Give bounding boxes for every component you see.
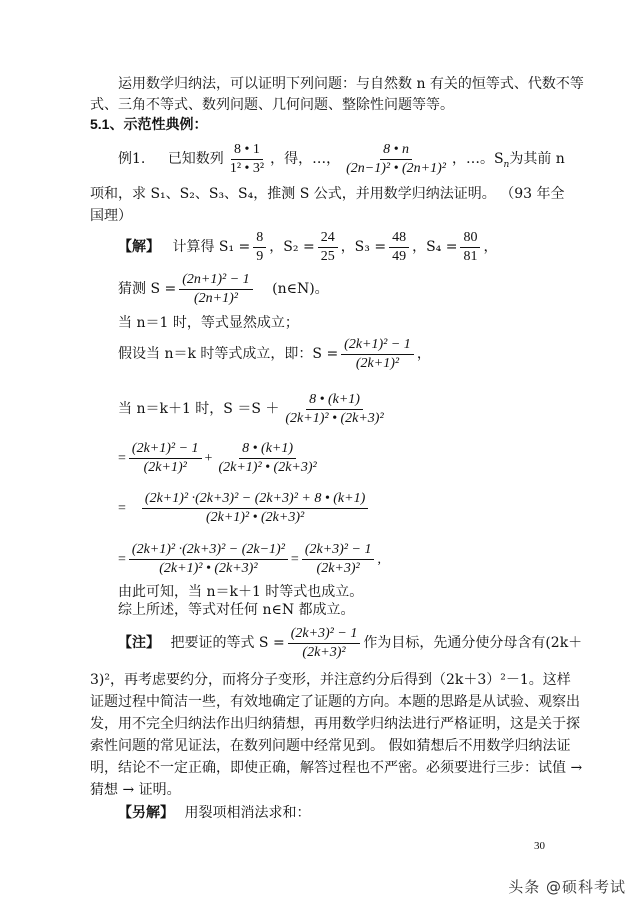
first-term-numerator: 8 • 1	[231, 142, 263, 160]
note-line-1	[118, 624, 582, 662]
alt-text: 用裂项相消法求和：	[184, 805, 311, 821]
calc-comma: ，	[483, 239, 498, 255]
s4-fraction	[460, 230, 480, 265]
hypothesis-fraction	[341, 337, 414, 372]
s1-num: 8	[253, 230, 266, 248]
solution-calc-line	[118, 228, 497, 266]
step-fraction	[282, 392, 386, 427]
eq1a-den: (2k+1)²	[143, 460, 187, 476]
s3-den: 49	[392, 248, 407, 264]
s2-fraction	[318, 230, 338, 265]
eq1-fraction-b	[215, 441, 319, 476]
hypothesis-label: 假设当 n＝k 时等式成立，即：S =	[118, 346, 339, 362]
s4-num: 80	[460, 230, 480, 248]
intro-line-1: 运用数学归纳法，可以证明下列问题：与自然数 n 有关的恒等式、代数不等	[118, 76, 584, 92]
hypothesis-line	[118, 335, 431, 373]
step-num: 8 • (k+1)	[306, 392, 363, 410]
eq3-den: (2k+1)² • (2k+3)²	[159, 561, 258, 577]
note-fraction	[288, 626, 361, 661]
eq3-fraction	[129, 542, 288, 577]
example-line-3: 国理）	[90, 208, 132, 224]
s1-label: 计算得 S₁ =	[172, 239, 251, 255]
note-line-6: 明，结论不一定正确，即使正确，解答过程也不严密。必须要进行三步：试值 →	[90, 760, 583, 776]
s4-label: ，S₄ =	[412, 239, 458, 255]
s1-fraction	[253, 230, 266, 265]
s2-den: 25	[320, 248, 335, 264]
note-target-label: 把要证的等式 S =	[170, 635, 285, 651]
conclusion-1: 由此可知，当 n＝k＋1 时等式也成立。	[118, 584, 364, 600]
conclusion-2: 综上所述，等式对任何 n∈N 都成立。	[118, 602, 355, 618]
note-line-1b: 作为目标，先通分使分母含有(2k＋	[363, 635, 583, 651]
s3-num: 48	[389, 230, 409, 248]
guess-condition: (n∈N)。	[272, 281, 329, 297]
first-term-denominator: 1² • 3²	[229, 160, 265, 176]
eq3-num: (2k+1)² ·(2k+3)² − (2k−1)²	[129, 542, 288, 560]
guess-fraction	[179, 272, 252, 307]
guess-den: (2n+1)²	[193, 290, 238, 306]
watermark: 头条 @硕科考试	[508, 878, 626, 896]
eq1-fraction-a	[129, 441, 202, 476]
note-line-2: 3)²，再考虑要约分，而将分子变形，并注意约分后得到（2k＋3）²－1。这样	[90, 672, 571, 688]
note-line-3: 证题过程中简洁一些，有效地确定了证题的方向。本题的思路是从试验、观察出	[90, 694, 580, 710]
step-label: 当 n＝k＋1 时，S ＝S ＋	[118, 401, 280, 417]
general-term-numerator: 8 • n	[380, 142, 412, 160]
note-num: (2k+3)² − 1	[288, 626, 361, 644]
note-tag: 【注】	[118, 635, 160, 651]
eq1b-num: 8 • (k+1)	[239, 441, 296, 459]
eq1a-num: (2k+1)² − 1	[129, 441, 202, 459]
alt-solution-line	[118, 803, 310, 823]
s3-label: ，S₃ =	[340, 239, 387, 255]
guess-num: (2n+1)² − 1	[179, 272, 252, 290]
general-term-fraction	[343, 142, 449, 177]
first-term-fraction	[227, 142, 267, 177]
intro-line-2: 式、三角不等式、数列问题、几何问题、整除性问题等等。	[90, 97, 454, 113]
guess-line	[118, 270, 329, 308]
page-number: 30	[534, 840, 545, 852]
note-line-5: 索性问题的常见证法，在数列问题中经常见到。 假如猜想后不用数学归纳法证	[90, 738, 571, 754]
s2-label: ，S₂ =	[269, 239, 315, 255]
eq3r-den: (2k+3)²	[316, 561, 360, 577]
note-den: (2k+3)²	[302, 644, 346, 660]
section-heading: 5.1、示范性典例：	[90, 116, 208, 132]
equation-row-3: = $\frac{\text{(2k+1)² ·(2k+3)² − (2k−1)²}}{\text{(2k+1)² • (2k+3)²}}$ = $\frac{\text{(2k+3)² − 1}}{\text{(2k+3)²}}$ ,	[118, 542, 381, 577]
solution-tag: 【解】	[118, 239, 160, 255]
alt-tag: 【另解】	[118, 805, 174, 821]
example-tail-1b: 为其前 n	[509, 151, 565, 167]
guess-label: 猜测 S =	[118, 281, 177, 297]
hypothesis-num: (2k+1)² − 1	[341, 337, 414, 355]
step-den: (2k+1)² • (2k+3)²	[285, 410, 384, 426]
eq2-num: (2k+1)² ·(2k+3)² − (2k+3)² + 8 • (k+1)	[142, 491, 368, 509]
eq2-den: (2k+1)² • (2k+3)²	[205, 510, 305, 526]
eq3-result-fraction	[302, 542, 375, 577]
eq2-fraction	[142, 491, 368, 526]
note-line-4: 发，用不完全归纳法作出归纳猜想，再用数学归纳法进行严格证明，这是关于探	[90, 716, 580, 732]
general-term-denominator: (2n−1)² • (2n+1)²	[346, 160, 446, 176]
hypothesis-end: ，	[416, 346, 431, 362]
example-get: ，得，…，	[270, 151, 341, 167]
hypothesis-den: (2k+1)²	[355, 355, 400, 371]
example-line-2: 项和，求 S₁、S₂、S₃、S₄，推测 S 公式，并用数学归纳法证明。 （93 年全	[90, 186, 565, 202]
inductive-step-line	[118, 390, 390, 428]
equation-row-1: = $\frac{\text{(2k+1)² − 1}}{\text{(2k+1)²}}$ + $\frac{8 • (k+1)}{\text{(2k+1)² • (2k+3)²}}$	[118, 440, 323, 478]
example-line-1: 例1. 已知数列 $\frac{8 • 1}{\text{1² • 3²}}$ ，得，…， $\frac{8 • n}{\text{(2n−1)² • (2n+1)²}}$ ，…。$S_n$为其前 n	[118, 141, 565, 176]
example-label: 例1.	[118, 151, 146, 167]
s2-num: 24	[318, 230, 338, 248]
note-line-7: 猜想 → 证明。	[90, 782, 181, 798]
example-known: 已知数列	[167, 151, 224, 167]
example-tail-1: ，…。S	[451, 151, 504, 167]
eq1b-den: (2k+1)² • (2k+3)²	[218, 460, 317, 476]
s4-den: 81	[463, 248, 478, 264]
base-case: 当 n＝1 时，等式显然成立；	[118, 315, 299, 331]
equation-row-2: = $\frac{\text{(2k+1)² ·(2k+3)² − (2k+3)² + 8 • (k+1)}}{\text{(2k+1)² • (2k+3)²}}$	[118, 490, 371, 528]
s1-den: 9	[256, 248, 264, 264]
eq3r-num: (2k+3)² − 1	[302, 542, 375, 560]
s3-fraction	[389, 230, 409, 265]
